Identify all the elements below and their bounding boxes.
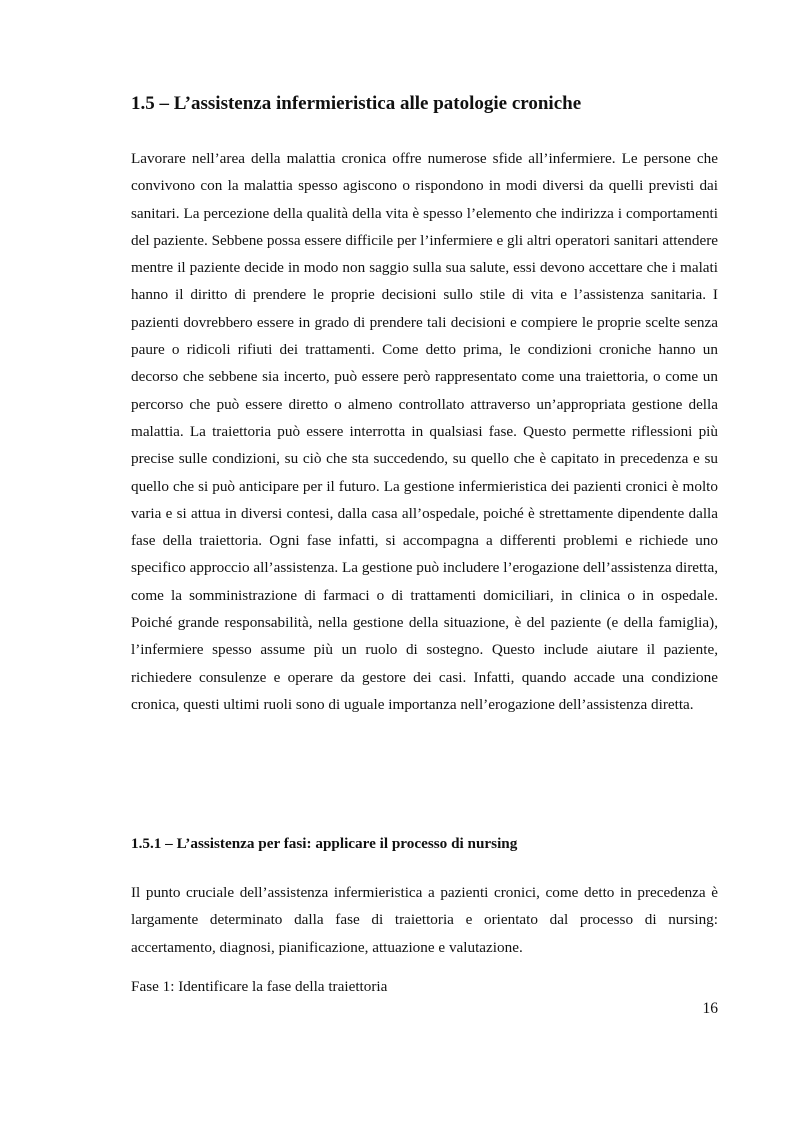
- page-number: 16: [702, 1000, 718, 1017]
- phase-label: Fase 1: Identificare la fase della traiettoria: [131, 978, 388, 995]
- section-heading: 1.5 – L’assistenza infermieristica alle patologie croniche: [131, 93, 582, 114]
- subsection-heading: 1.5.1 – L’assistenza per fasi: applicare il processo di nursing: [131, 835, 518, 852]
- subsection-body-paragraph: Il punto cruciale dell’assistenza infermieristica a pazienti cronici, come detto in precedenza è largamente determinato dalla fase di traiettoria e orientato dal processo di nursing: accertamento, diagnosi, pianificazione, attuazione e valutazione.: [131, 884, 718, 956]
- section-body-paragraph: Lavorare nell’area della malattia cronica offre numerose sfide all’infermiere. Le persone che convivono con la malattia spesso agiscono o rispondono in modi diversi da quelli previsti dai sanitari. La percezione della qualità della vita è spesso l’elemento che indirizza i comportamenti del paziente. Sebbene possa essere difficile per l’infermiere e gli altri operatori sanitari attendere mentre il paziente decide in modo non saggio sulla sua salute, essi devono accettare che i malati hanno il diritto di prendere le proprie decisioni sullo stile di vita e l’assistenza sanitaria. I pazienti dovrebbero essere in grado di prendere tali decisioni e compiere le proprie scelte senza paure o ridicoli rifiuti dei trattamenti. Come detto prima, le condizioni croniche hanno un decorso che sebbene sia incerto, può essere però rappresentato come una traiettoria, o come un percorso che può essere diretto o almeno controllato attraverso un’appropriata gestione della malattia. La traiettoria può essere interrotta in qualsiasi fase. Questo permette riflessioni più precise sulle condizioni, su ciò che sta succedendo, su quello che è capitato in precedenza e su quello che si può anticipare per il futuro. La gestione infermieristica dei pazienti cronici è molto varia e si attua in diversi contesi, dalla casa all’ospedale, poiché è strettamente dipendente dalla fase della traiettoria. Ogni fase infatti, si accompagna a differenti problemi e richiede uno specifico approccio all’assistenza. La gestione può includere l’erogazione dell’assistenza diretta, come la somministrazione di farmaci o di trattamenti domiciliari, in clinica o in ospedale. Poiché grande responsabilità, nella gestione della situazione, è del paziente (e della famiglia), l’infermiere spesso assume più un ruolo di sostegno. Questo include aiutare il paziente, richiedere consulenze e operare da gestore dei casi. Infatti, quando accade una condizione cronica, questi ultimi ruoli sono di uguale importanza nell’erogazione dell’assistenza diretta.: [131, 150, 718, 713]
